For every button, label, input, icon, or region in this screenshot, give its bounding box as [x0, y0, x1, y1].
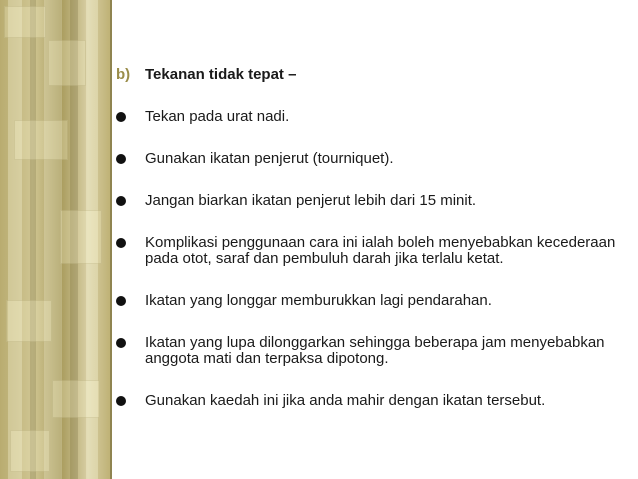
bullet-dot-icon [116, 109, 145, 125]
bullet-text: Ikatan yang lupa dilonggarkan sehingga beberapa jam menyebabkan anggota mati dan terpaksa dipotong. [145, 334, 605, 367]
panel-block [4, 6, 46, 38]
panel-stripe [30, 0, 36, 479]
bullet-item [116, 151, 626, 167]
decorative-side-panel [0, 0, 110, 479]
bullet-dot-icon [116, 293, 145, 309]
panel-block [48, 40, 86, 86]
panel-block [10, 430, 50, 472]
bullet-item [116, 109, 626, 125]
panel-block [6, 300, 52, 342]
bullet-item [116, 193, 626, 209]
bullet-dot-icon [116, 235, 145, 251]
bullet-text: Gunakan kaedah ini jika anda mahir dengan ikatan tersebut. [145, 392, 546, 409]
bullet-item [116, 393, 626, 409]
bullet-text: Komplikasi penggunaan cara ini ialah boleh menyebabkan kecederaan pada otot, saraf dan pembuluh darah jika terlalu ketat. [145, 234, 616, 267]
panel-block [52, 380, 100, 418]
heading-text: Tekanan tidak tepat – [145, 66, 297, 83]
section-heading [116, 66, 626, 83]
panel-stripe [8, 0, 22, 479]
bullet-item [116, 335, 626, 367]
heading-marker: b) [116, 66, 131, 83]
bullet-text: Jangan biarkan ikatan penjerut lebih dari 15 minit. [145, 192, 477, 209]
bullet-text: Gunakan ikatan penjerut (tourniquet). [145, 150, 394, 167]
bullet-dot-icon [116, 335, 145, 351]
panel-block [14, 120, 68, 160]
bullet-dot-icon [116, 393, 145, 409]
bullet-text: Ikatan yang longgar memburukkan lagi pendarahan. [145, 292, 492, 309]
bullet-text: Tekan pada urat nadi. [145, 108, 290, 125]
bullet-dot-icon [116, 151, 145, 167]
bullet-item [116, 293, 626, 309]
panel-divider [110, 0, 112, 479]
panel-block [60, 210, 102, 264]
bullet-dot-icon [116, 193, 145, 209]
bullet-item [116, 235, 626, 267]
slide-content [116, 66, 626, 435]
